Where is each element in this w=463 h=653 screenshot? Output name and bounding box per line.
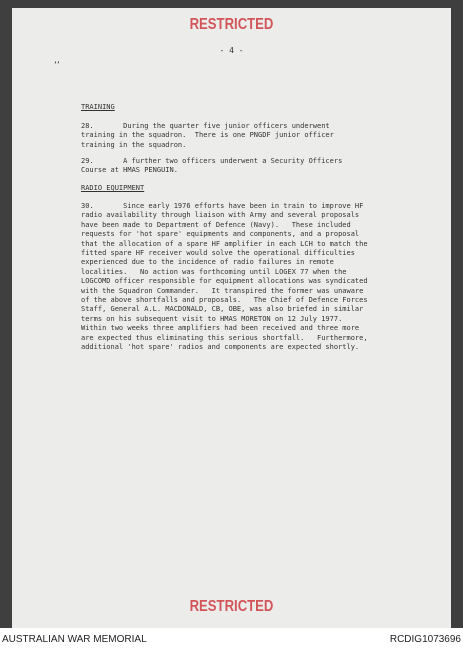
radio-equipment-heading: RADIO EQUIPMENT (81, 184, 145, 192)
paragraph-29: 29. A further two officers underwent a Security Officers Course at HMAS PENGUIN. (81, 157, 343, 175)
training-heading: TRAINING (81, 103, 115, 111)
footer-record-id: RCDIG1073696 (389, 634, 461, 645)
restricted-stamp-top: RESTRICTED (189, 16, 274, 33)
footer-institution: AUSTRALIAN WAR MEMORIAL (2, 634, 147, 645)
archive-footer (0, 628, 463, 653)
document-page (12, 8, 451, 628)
paragraph-30: 30. Since early 1976 efforts have been in train to improve HF radio availability through liaison with Army and several proposals have been made to Department of Defence (Navy). These included requests for 'hot spare' equipments and components, and a proposal that the allocation of a spare HF amplifier in each LCH to match the fitted spare HF receiver would solve the operational difficulties experienced due to the incidence of radio failures in remote localities. No action was forthcoming until LOGEX 77 when the LOGCOMD officer responsible for equipment allocations was syndicated with the Squadron Commander. It transpired the former was unaware of the above shortfalls and proposals. The Chief of Defence Forces Staff, General A.L. MACDONALD, CB, OBE, was also briefed in similar terms on his subsequent visit to HMAS MORETON on 12 July 1977. Within two weeks three amplifiers had been received and three more are expected thus eliminating this serious shortfall. Furthermore, additional 'hot spare' radios and components are expected shortly. (81, 202, 368, 352)
paragraph-28: 28. During the quarter five junior officers underwent training in the squadron. There is one PNGDF junior officer training in the squadron. (81, 122, 334, 149)
margin-mark: ʼ’ (54, 61, 60, 71)
page-number: - 4 - (219, 46, 244, 55)
restricted-stamp-bottom: RESTRICTED (189, 598, 274, 615)
